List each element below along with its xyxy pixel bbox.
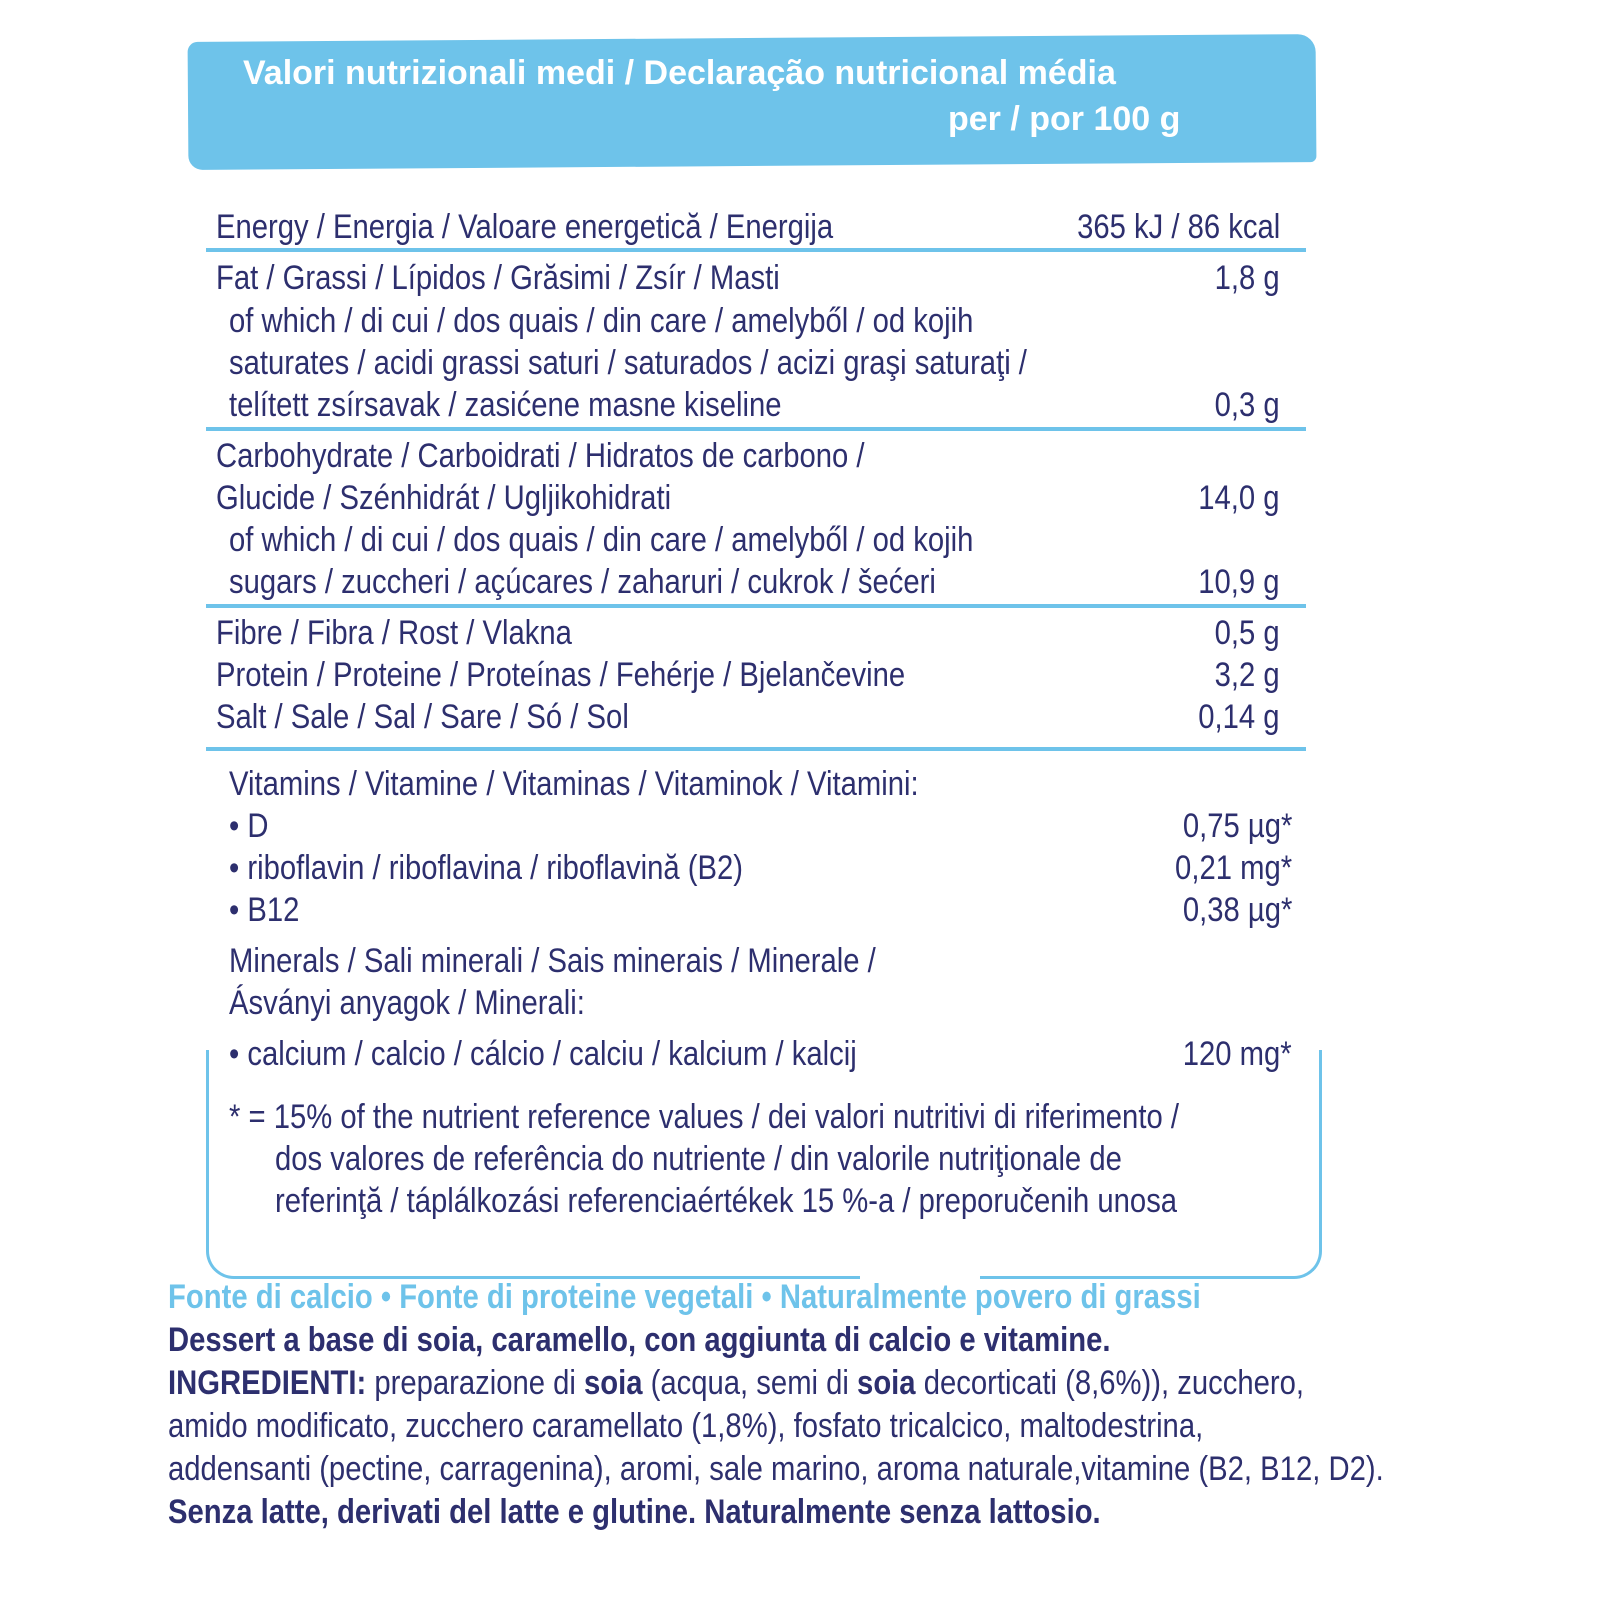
vitamin-d-value: 0,75 µg* <box>1182 807 1292 845</box>
minerals-heading-2: Ásványi anyagok / Minerali: <box>229 984 585 1022</box>
fibre-value: 0,5 g <box>1214 614 1280 652</box>
divider <box>206 248 1306 252</box>
allergen-statement: Senza latte, derivati del latte e glutine. Naturalmente senza lattosio. <box>168 1493 1101 1531</box>
fat-label: Fat / Grassi / Lípidos / Grăsimi / Zsír / Masti <box>216 259 780 297</box>
b12-value: 0,38 µg* <box>1182 891 1292 929</box>
carbohydrate-value: 14,0 g <box>1198 479 1280 517</box>
sugars-value: 10,9 g <box>1198 563 1280 601</box>
vitamin-d-label: • D <box>229 807 269 845</box>
energy-value: 365 kJ / 86 kcal <box>1076 208 1280 246</box>
ingredients-text: preparazione di <box>366 1364 585 1402</box>
ingredients-line-2: amido modificato, zucchero caramellato (1,8%), fosfato tricalcico, maltodestrina, <box>168 1407 1204 1445</box>
carbohydrate-label-2: Glucide / Szénhidrát / Ugljikohidrati <box>216 479 672 517</box>
ingredients-line-1 <box>168 1362 1304 1405</box>
protein-label: Protein / Proteine / Proteínas / Fehérje / Bjelančevine <box>216 656 906 694</box>
reference-note-2: dos valores de referência do nutriente / din valorile nutriţionale de <box>275 1140 1122 1178</box>
carbohydrate-label: Carbohydrate / Carboidrati / Hidratos de carbono / <box>216 437 865 475</box>
soia-bold: soia <box>857 1364 916 1402</box>
reference-note: * = 15% of the nutrient reference values / dei valori nutritivi di riferimento / <box>229 1098 1179 1136</box>
fibre-label: Fibre / Fibra / Rost / Vlakna <box>216 614 572 652</box>
saturates-value: 0,3 g <box>1214 386 1280 424</box>
reference-note-3: referinţă / táplálkozási referenciaértékek 15 %-a / preporučenih unosa <box>275 1182 1178 1220</box>
divider <box>206 604 1306 608</box>
saturates-label-2: telített zsírsavak / zasićene masne kiseline <box>229 386 782 424</box>
product-description: Dessert a base di soia, caramello, con aggiunta di calcio e vitamine. <box>168 1321 1111 1359</box>
per-100g-label: per / por 100 g <box>948 100 1181 138</box>
minerals-heading: Minerals / Sali minerali / Sais minerais / Minerale / <box>229 942 876 980</box>
fat-subheading: of which / di cui / dos quais / din care / amelyből / od kojih <box>229 302 974 340</box>
b12-label: • B12 <box>229 891 300 929</box>
carb-subheading: of which / di cui / dos quais / din care / amelyből / od kojih <box>229 521 974 559</box>
ingredients-label: INGREDIENTI: <box>168 1364 367 1402</box>
ingredients-line-3: addensanti (pectine, carragenina), aromi, sale marino, aroma naturale,vitamine (B2, B12, D2). <box>168 1450 1384 1488</box>
calcium-value: 120 mg* <box>1183 1035 1292 1073</box>
salt-label: Salt / Sale / Sal / Sare / Só / Sol <box>216 698 629 736</box>
table-title: Valori nutrizionali medi / Declaração nutricional média <box>243 54 1116 92</box>
saturates-label: saturates / acidi grassi saturi / saturados / acizi graşi saturaţi / <box>229 344 1027 382</box>
divider <box>206 747 1306 751</box>
energy-label: Energy / Energia / Valoare energetică / Energija <box>216 208 834 246</box>
vitamins-heading: Vitamins / Vitamine / Vitaminas / Vitaminok / Vitamini: <box>229 765 919 803</box>
soia-bold: soia <box>584 1364 643 1402</box>
divider <box>206 427 1306 431</box>
sugars-label: sugars / zuccheri / açúcares / zaharuri / cukrok / šećeri <box>229 563 936 601</box>
riboflavin-label: • riboflavin / riboflavina / riboflavină (B2) <box>229 849 744 887</box>
calcium-label: • calcium / calcio / cálcio / calciu / kalcium / kalcij <box>229 1035 857 1073</box>
salt-value: 0,14 g <box>1198 698 1280 736</box>
fat-value: 1,8 g <box>1214 259 1280 297</box>
riboflavin-value: 0,21 mg* <box>1174 849 1292 887</box>
ingredients-text: (acqua, semi di <box>642 1364 858 1402</box>
product-claims: Fonte di calcio • Fonte di proteine vegetali • Naturalmente povero di grassi <box>168 1278 1201 1316</box>
ingredients-text: decorticati (8,6%)), zucchero, <box>915 1364 1304 1402</box>
header <box>188 38 1316 166</box>
protein-value: 3,2 g <box>1214 656 1280 694</box>
